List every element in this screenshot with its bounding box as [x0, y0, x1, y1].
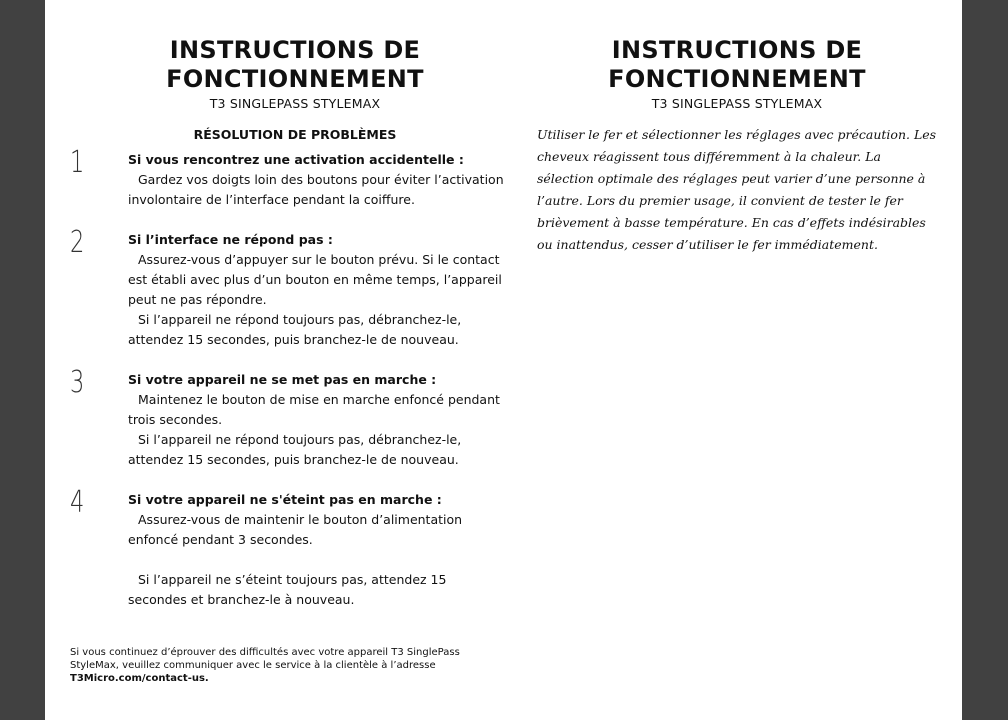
step-body	[128, 230, 508, 350]
step-paragraph: Si l’appareil ne répond toujours pas, débranchez-le, attendez 15 secondes, puis branchez-le de nouveau.	[128, 432, 462, 467]
step-body	[128, 150, 508, 210]
right-title-line2: FONCTIONNEMENT	[608, 65, 866, 93]
step-paragraph: Assurez-vous d’appuyer sur le bouton prévu. Si le contact est établi avec plus d’un bouton en même temps, l’appareil peut ne pas répondre.	[128, 252, 502, 307]
step-number: 3	[70, 365, 85, 400]
footer-text: Si vous continuez d’éprouver des difficultés avec votre appareil T3 SinglePass StyleMax, veuillez communiquer avec le service à la clientèle à l’adresse	[70, 647, 460, 671]
step-body	[128, 370, 508, 470]
support-footer	[70, 646, 490, 685]
step-number: 1	[70, 145, 85, 180]
contact-link[interactable]: T3Micro.com/contact-us.	[70, 673, 209, 684]
step-paragraph: Assurez-vous de maintenir le bouton d’alimentation enfoncé pendant 3 secondes.	[128, 512, 463, 547]
step-title: Si l’interface ne répond pas :	[128, 232, 333, 247]
right-header	[537, 36, 937, 111]
step-paragraph: Si l’appareil ne s’éteint toujours pas, attendez 15 secondes et branchez-le à nouveau.	[128, 572, 447, 607]
step-paragraph: Gardez vos doigts loin des boutons pour éviter l’activation involontaire de l’interface pendant la coiffure.	[128, 172, 504, 207]
document-page	[45, 0, 962, 720]
step-paragraph: Si l’appareil ne répond toujours pas, débranchez-le, attendez 15 secondes, puis branchez-le de nouveau.	[128, 312, 462, 347]
step-number: 2	[70, 225, 85, 260]
step-title: Si votre appareil ne se met pas en marche :	[128, 372, 437, 387]
step-title: Si votre appareil ne s'éteint pas en marche :	[128, 492, 442, 507]
step-number: 4	[70, 485, 85, 520]
left-subtitle: T3 SINGLEPASS STYLEMAX	[209, 96, 381, 111]
usage-caution-paragraph: Utiliser le fer et sélectionner les réglages avec précaution. Les cheveux réagissent tous différemment à la chaleur. La sélection optimale des réglages peut varier d’une personne à l’autre. Lors du premier usage, il convient de tester le fer brièvement à basse température. En cas d’effets indésirables ou inattendus, cesser d’utiliser le fer immédiatement.	[537, 127, 937, 252]
right-title-line1: INSTRUCTIONS DE	[611, 36, 863, 64]
step-body	[128, 490, 508, 610]
left-header	[70, 36, 520, 111]
step-paragraph: Maintenez le bouton de mise en marche enfoncé pendant trois secondes.	[128, 392, 500, 427]
right-subtitle: T3 SINGLEPASS STYLEMAX	[651, 96, 823, 111]
left-title-line1: INSTRUCTIONS DE	[169, 36, 421, 64]
step-title: Si vous rencontrez une activation accidentelle :	[128, 152, 464, 167]
left-title-line2: FONCTIONNEMENT	[166, 65, 424, 93]
troubleshooting-heading: RÉSOLUTION DE PROBLÈMES	[193, 127, 397, 142]
